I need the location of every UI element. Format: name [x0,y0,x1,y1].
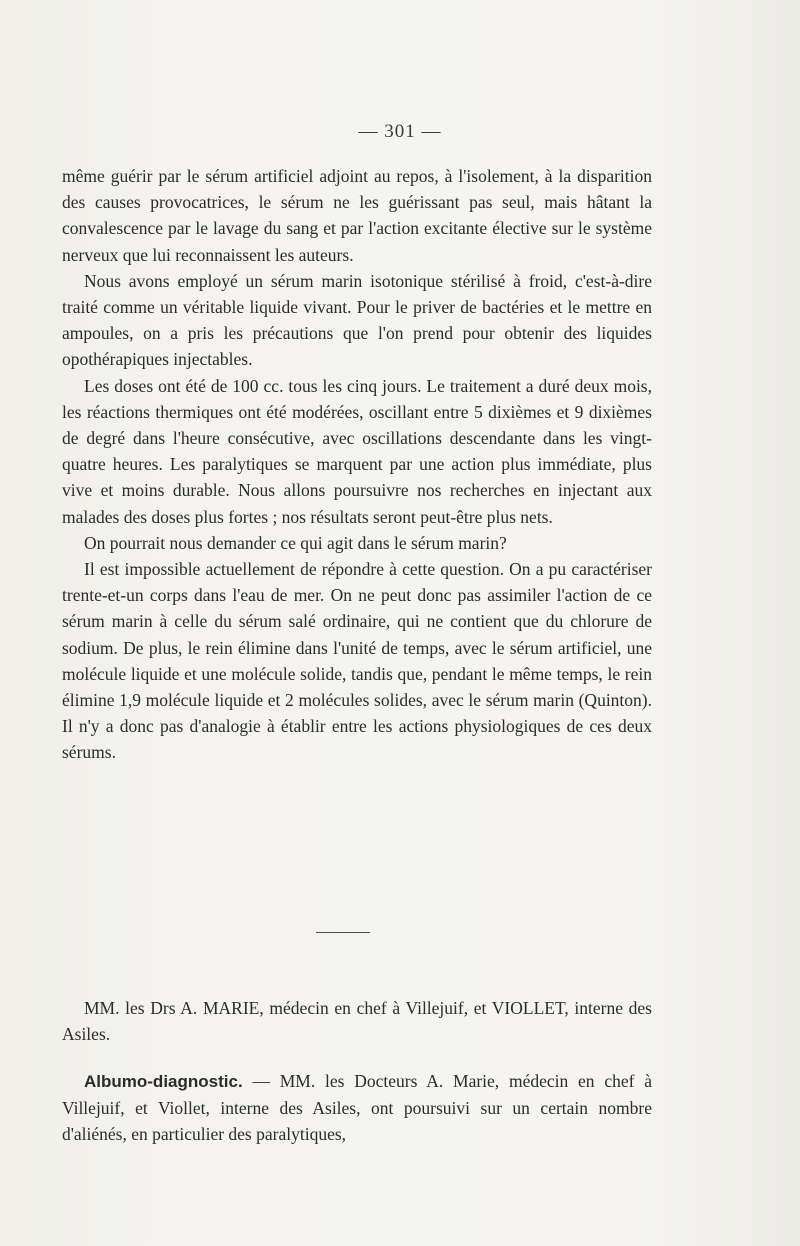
paragraph-answer: Il est impossible actuellement de répondre à cette question. On a pu caractériser trente-et-un corps dans l'eau de mer. On ne peut donc pas assimiler l'action de ce sérum marin à celle du sérum salé ordinaire, qui ne contient que du chlorure de sodium. De plus, le rein élimine dans l'unité de temps, avec le sérum artificiel, une molécule liquide et une molécule solide, tandis que, pendant le même temps, le rein élimine 1,9 molécule liquide et 2 molécules solides, avec le sérum marin (Quinton). Il n'y a donc pas d'analogie à établir entre les actions physiologiques de ces deux sérums. [62,559,652,763]
main-text-block [62,163,652,766]
authors-line: MM. les Drs A. MARIE, médecin en chef à Villejuif, et VIOLLET, interne des Asiles. [62,998,652,1045]
page-number: — 301 — [358,121,442,142]
paragraph-continuation: même guérir par le sérum artificiel adjoint au repos, à l'isolement, à la disparition des causes provocatrices, le sérum ne les guérissant pas seul, mais hâtant la convalescence par le lavage du sang et par l'action excitante élective sur le système nerveux que lui reconnaissent les auteurs. [62,166,652,265]
section-divider [316,932,370,933]
section-text: — MM. les Docteurs A. Marie, médecin en chef à Villejuif, et Viollet, interne des Asiles, ont poursuivi sur un certain nombre d'aliénés, en particulier des paralytiques, [62,1071,652,1145]
paragraph-question: On pourrait nous demander ce qui agit dans le sérum marin? [84,532,507,553]
section-paragraph [62,1068,652,1148]
section-heading: Albumo-diagnostic. [84,1072,243,1091]
paragraph-doses: Les doses ont été de 100 cc. tous les cinq jours. Le traitement a duré deux mois, les réactions thermiques ont été modérées, oscillant entre 5 dixièmes et 9 dixièmes de degré dans l'heure consécutive, avec oscillations descendante dans les vingt-quatre heures. Les paralytiques se marquent par une action plus immédiate, plus vive et moins durable. Nous allons poursuivre nos recherches en injectant aux malades des doses plus fortes ; nos résultats seront peut-être plus nets. [62,375,652,527]
paragraph-serum-description: Nous avons employé un sérum marin isotonique stérilisé à froid, c'est-à-dire traité comme un véritable liquide vivant. Pour le priver de bactéries et le mettre en ampoules, on a pris les précautions que l'on prend pour obtenir des liquides opothérapiques injectables. [62,270,652,370]
